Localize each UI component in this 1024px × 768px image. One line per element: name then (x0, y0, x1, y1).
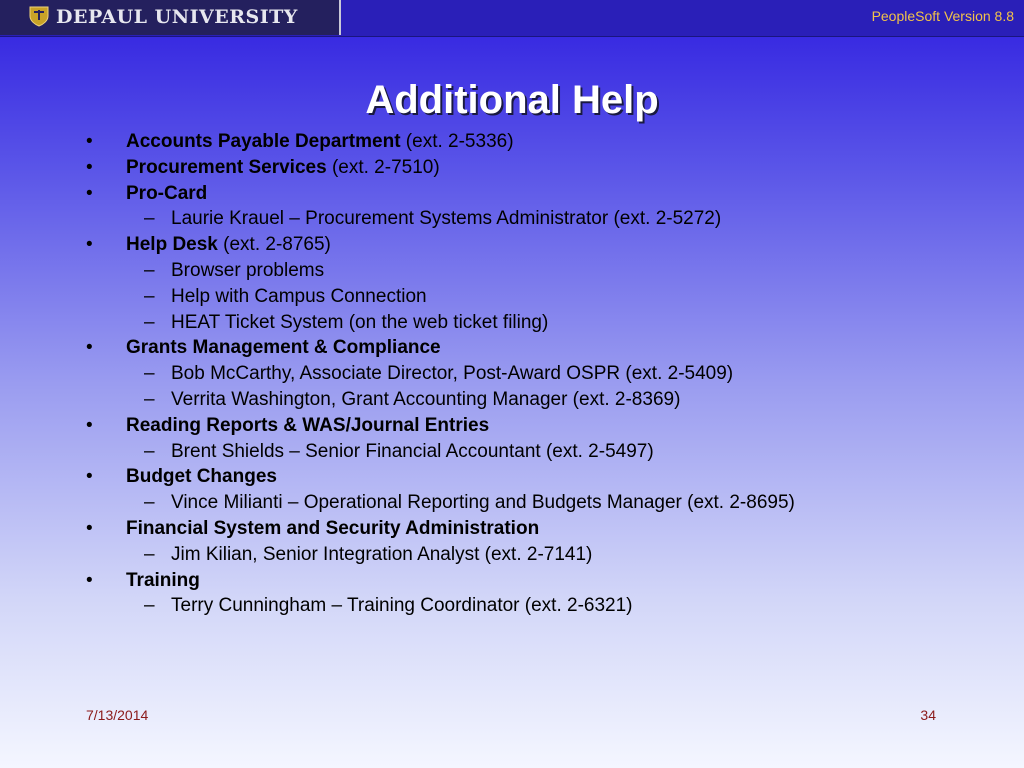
version-label: PeopleSoft Version 8.8 (871, 8, 1014, 24)
list-item-heading: Training (126, 569, 200, 591)
header-bar (0, 0, 1024, 37)
list-item-heading: Financial System and Security Administration (126, 517, 540, 539)
page-number: 34 (920, 707, 936, 723)
sub-list-item-text: Verrita Washington, Grant Accounting Manager (ext. 2-8369) (171, 388, 681, 410)
list-item-text (126, 516, 539, 541)
university-logo (0, 0, 341, 35)
bullet-icon: • (86, 182, 93, 204)
list-item-text (126, 464, 277, 489)
bullet-icon: • (86, 156, 93, 178)
sub-list-item-text: Jim Kilian, Senior Integration Analyst (ext. 2-7141) (171, 543, 593, 565)
list-item-text (126, 568, 200, 593)
dash-icon: – (144, 311, 155, 333)
sub-list-item (86, 542, 986, 568)
bullet-icon: • (86, 414, 93, 436)
footer-date: 7/13/2014 (86, 707, 149, 723)
sub-list-item (86, 439, 986, 465)
list-item-extension: (ext. 2-8765) (217, 234, 331, 256)
list-item-heading: Procurement Services (126, 156, 327, 178)
list-item (86, 413, 986, 439)
dash-icon: – (144, 543, 155, 565)
sub-list-item-text: Vince Milianti – Operational Reporting and Budgets Manager (ext. 2-8695) (171, 492, 795, 514)
dash-icon: – (144, 285, 155, 307)
list-item-heading: Help Desk (126, 234, 218, 256)
list-item-heading: Accounts Payable Department (126, 131, 401, 152)
list-item-text (126, 413, 489, 438)
bullet-icon: • (86, 337, 93, 359)
list-item-text (126, 155, 440, 180)
list-item (86, 568, 986, 594)
slide-title: Additional Help (365, 78, 659, 122)
list-item-heading: Reading Reports & WAS/Journal Entries (126, 414, 490, 436)
sub-list-item-text: HEAT Ticket System (on the web ticket filing) (171, 311, 549, 333)
list-item-text (126, 232, 331, 257)
bullet-icon: • (86, 131, 93, 152)
list-item (86, 516, 986, 542)
sub-list-item (86, 258, 986, 284)
list-item-extension: (ext. 2-5336) (400, 131, 514, 152)
logo-text: DEPAUL UNIVERSITY (56, 6, 298, 28)
sub-list-item (86, 593, 986, 619)
sub-list-item (86, 387, 986, 413)
sub-list-item (86, 361, 986, 387)
list-item (86, 155, 986, 181)
dash-icon: – (144, 388, 155, 410)
list-item-text (126, 129, 514, 154)
bullet-icon: • (86, 517, 93, 539)
list-item (86, 335, 986, 361)
bullet-icon: • (86, 466, 93, 488)
list-item-heading: Pro-Card (126, 182, 208, 204)
dash-icon: – (144, 595, 155, 617)
sub-list-item (86, 284, 986, 310)
list-item-extension: (ext. 2-7510) (326, 156, 440, 178)
list-item-heading: Budget Changes (126, 466, 277, 488)
sub-list-item-text: Laurie Krauel – Procurement Systems Administrator (ext. 2-5272) (171, 208, 722, 230)
dash-icon: – (144, 363, 155, 385)
list-item (86, 181, 986, 207)
list-item (86, 464, 986, 490)
dash-icon: – (144, 492, 155, 514)
sub-list-item (86, 490, 986, 516)
dash-icon: – (144, 208, 155, 230)
help-list (86, 129, 986, 619)
list-item (86, 129, 986, 155)
sub-list-item (86, 206, 986, 232)
sub-list-item (86, 310, 986, 336)
dash-icon: – (144, 259, 155, 281)
list-item-text (126, 335, 441, 360)
sub-list-item-text: Help with Campus Connection (171, 285, 427, 307)
bullet-icon: • (86, 234, 93, 256)
sub-list-item-text: Terry Cunningham – Training Coordinator (ext. 2-6321) (171, 595, 633, 617)
list-item (86, 232, 986, 258)
sub-list-item-text: Brent Shields – Senior Financial Accountant (ext. 2-5497) (171, 440, 654, 462)
bullet-icon: • (86, 569, 93, 591)
sub-list-item-text: Bob McCarthy, Associate Director, Post-Award OSPR (ext. 2-5409) (171, 363, 734, 385)
shield-icon (28, 5, 50, 27)
list-item-heading: Grants Management & Compliance (126, 337, 441, 359)
list-item-text (126, 181, 207, 206)
dash-icon: – (144, 440, 155, 462)
sub-list-item-text: Browser problems (171, 259, 325, 281)
